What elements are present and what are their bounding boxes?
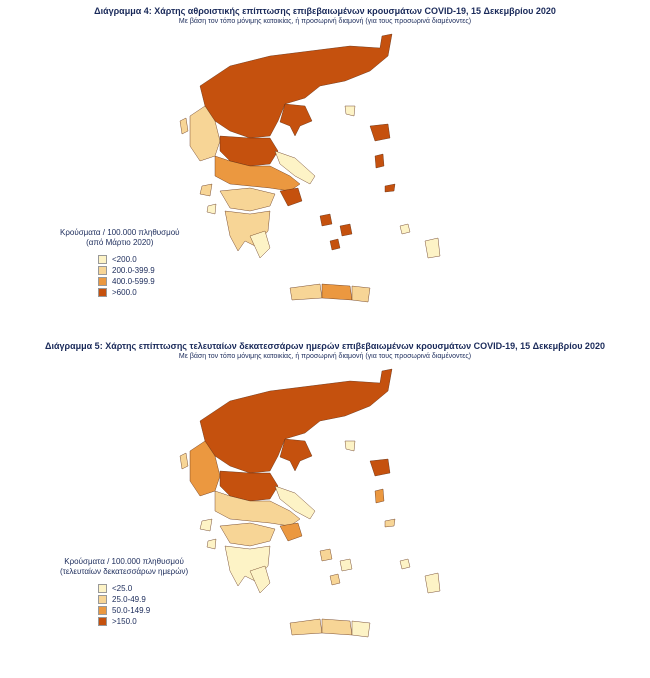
legend-title-line2: (από Μάρτιο 2020) <box>86 238 154 247</box>
legend-item <box>98 583 188 594</box>
legend-swatch <box>98 277 107 286</box>
region-cyclades-1 <box>320 549 332 561</box>
legend-item <box>98 287 180 298</box>
legend-swatch <box>98 266 107 275</box>
region-cyclades-3 <box>330 239 340 250</box>
region-samos <box>385 184 395 192</box>
legend-item <box>98 605 188 616</box>
region-cyclades-2 <box>340 559 352 571</box>
legend-label: <25.0 <box>112 584 133 593</box>
region-zakynthos <box>207 204 216 214</box>
region-corfu <box>180 453 188 469</box>
region-peloponnese-n <box>220 523 275 546</box>
panel-title: Διάγραμμα 4: Χάρτης αθροιστικής επίπτωσης επιβεβαιωμένων κρουσμάτων COVID-19, 15 Δεκεμβρίου 2020 <box>94 6 556 16</box>
region-attica <box>280 188 302 206</box>
legend-item <box>98 254 180 265</box>
map-legend <box>60 228 180 298</box>
legend-swatch <box>98 617 107 626</box>
legend-title-line1: Κρούσματα / 100.000 πληθυσμού <box>60 228 180 237</box>
legend-swatch <box>98 584 107 593</box>
legend-label: 50.0-149.9 <box>112 606 151 615</box>
region-chios <box>375 489 384 503</box>
region-crete-w <box>290 619 322 635</box>
legend-item <box>98 265 180 276</box>
region-zakynthos <box>207 539 216 549</box>
region-cyclades-3 <box>330 574 340 585</box>
region-rhodes <box>425 238 440 258</box>
region-crete-e <box>352 621 370 637</box>
region-crete-c <box>322 619 352 635</box>
legend-label: 200.0-399.9 <box>112 266 155 275</box>
region-lesvos <box>370 124 390 141</box>
legend-swatch <box>98 606 107 615</box>
region-lemnos <box>345 441 355 451</box>
region-kefalonia <box>200 519 212 531</box>
region-peloponnese-n <box>220 188 275 211</box>
panel-title: Διάγραμμα 5: Χάρτης επίπτωσης τελευταίων δεκατεσσάρων ημερών επιβεβαιωμένων κρουσμάτων COVID-19, 15 Δεκεμβρίου 2020 <box>45 341 605 351</box>
region-attica <box>280 523 302 541</box>
legend-label: 25.0-49.9 <box>112 595 146 604</box>
region-kefalonia <box>200 184 212 196</box>
region-crete-c <box>322 284 352 300</box>
legend-items <box>98 583 188 627</box>
legend-swatch <box>98 288 107 297</box>
legend-items <box>98 254 180 298</box>
legend-title-line2: (τελευταίων δεκατεσσάρων ημερών) <box>60 567 189 576</box>
region-cyclades-2 <box>340 224 352 236</box>
region-lemnos <box>345 106 355 116</box>
map-panel-cumulative <box>0 0 650 330</box>
region-crete-e <box>352 286 370 302</box>
legend-label: 400.0-599.9 <box>112 277 155 286</box>
legend-item <box>98 616 188 627</box>
region-samos <box>385 519 395 527</box>
legend-swatch <box>98 595 107 604</box>
region-rhodes <box>425 573 440 593</box>
legend-title-line1: Κρούσματα / 100.000 πληθυσμού <box>64 557 184 566</box>
panel-subtitle: Με βάση τον τόπο μόνιμης κατοικίας, ή προσωρινή διαμονή (για τους προσωρινά διαμένοντες) <box>178 353 472 360</box>
region-chios <box>375 154 384 168</box>
legend-label: >150.0 <box>112 617 137 626</box>
region-corfu <box>180 118 188 134</box>
region-chalkidiki <box>280 104 312 136</box>
map-legend <box>60 557 188 627</box>
legend-label: >600.0 <box>112 288 137 297</box>
legend-label: <200.0 <box>112 255 137 264</box>
region-cyclades-1 <box>320 214 332 226</box>
map-panel-14day <box>0 335 650 675</box>
region-crete-w <box>290 284 322 300</box>
region-lesvos <box>370 459 390 476</box>
region-dodecanese-1 <box>400 559 410 569</box>
region-dodecanese-1 <box>400 224 410 234</box>
region-chalkidiki <box>280 439 312 471</box>
panel-subtitle: Με βάση τον τόπο μόνιμης κατοικίας, ή προσωρινή διαμονή (για τους προσωρινά διαμένοντες) <box>178 18 472 25</box>
legend-item <box>98 594 188 605</box>
legend-swatch <box>98 255 107 264</box>
legend-item <box>98 276 180 287</box>
